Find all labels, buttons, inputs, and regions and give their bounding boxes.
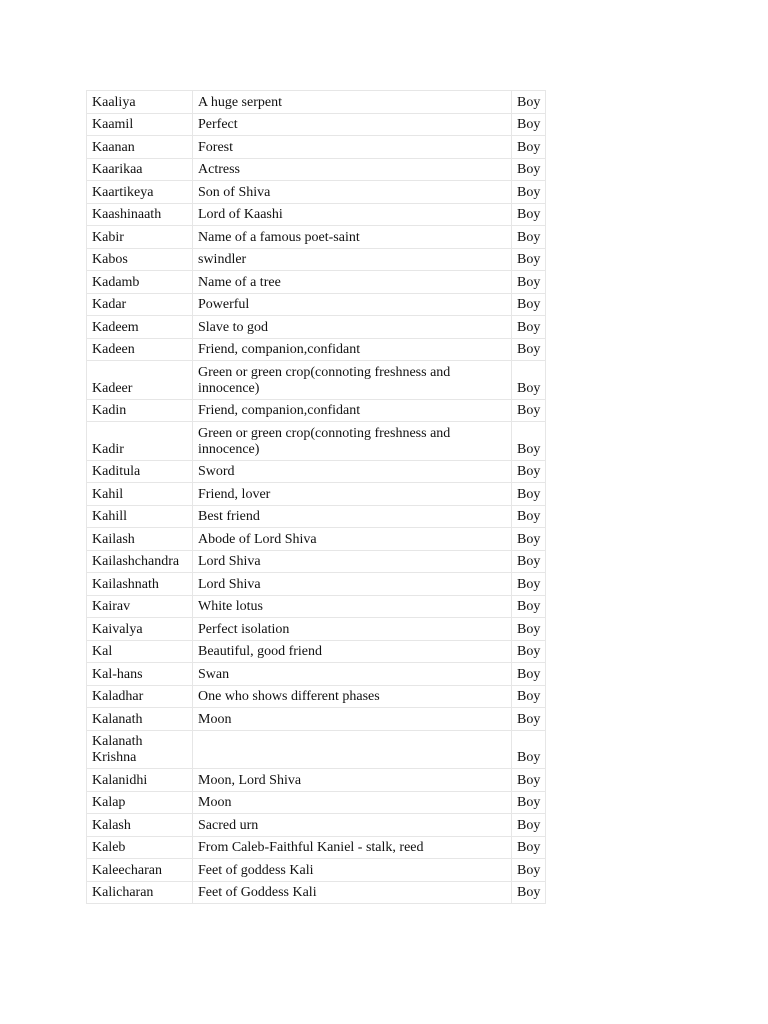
- meaning-cell: Forest: [193, 136, 512, 159]
- meaning-cell: From Caleb-Faithful Kaniel - stalk, reed: [193, 836, 512, 859]
- gender-cell: Boy: [512, 181, 546, 204]
- meaning-cell: Feet of goddess Kali: [193, 859, 512, 882]
- name-cell: Kairav: [87, 595, 193, 618]
- gender-cell: Boy: [512, 859, 546, 882]
- meaning-cell: Friend, lover: [193, 483, 512, 506]
- table-row: [87, 316, 546, 339]
- meaning-cell: Lord Shiva: [193, 573, 512, 596]
- gender-cell: Boy: [512, 248, 546, 271]
- gender-cell: Boy: [512, 708, 546, 731]
- gender-cell: Boy: [512, 113, 546, 136]
- meaning-cell: swindler: [193, 248, 512, 271]
- gender-cell: Boy: [512, 730, 546, 769]
- meaning-cell: Lord Shiva: [193, 550, 512, 573]
- gender-cell: Boy: [512, 881, 546, 904]
- meaning-cell: Swan: [193, 663, 512, 686]
- gender-cell: Boy: [512, 550, 546, 573]
- table-row: [87, 361, 546, 400]
- gender-cell: Boy: [512, 136, 546, 159]
- name-cell: Kailashchandra: [87, 550, 193, 573]
- gender-cell: Boy: [512, 769, 546, 792]
- gender-cell: Boy: [512, 663, 546, 686]
- table-row: [87, 248, 546, 271]
- names-table-body: [87, 91, 546, 904]
- name-cell: Kadar: [87, 293, 193, 316]
- name-cell: Kailash: [87, 528, 193, 551]
- table-row: [87, 460, 546, 483]
- meaning-cell: Name of a famous poet-saint: [193, 226, 512, 249]
- table-row: [87, 505, 546, 528]
- meaning-cell: One who shows different phases: [193, 685, 512, 708]
- names-table: [86, 90, 546, 904]
- gender-cell: Boy: [512, 505, 546, 528]
- gender-cell: Boy: [512, 422, 546, 461]
- meaning-cell: Slave to god: [193, 316, 512, 339]
- table-row: [87, 595, 546, 618]
- name-cell: Kabos: [87, 248, 193, 271]
- table-row: [87, 338, 546, 361]
- meaning-cell: Actress: [193, 158, 512, 181]
- name-cell: Kadeem: [87, 316, 193, 339]
- meaning-cell: Green or green crop(connoting freshness and innocence): [193, 361, 512, 400]
- name-cell: Kadeen: [87, 338, 193, 361]
- gender-cell: Boy: [512, 338, 546, 361]
- table-row: [87, 769, 546, 792]
- name-cell: Kaladhar: [87, 685, 193, 708]
- gender-cell: Boy: [512, 685, 546, 708]
- table-row: [87, 881, 546, 904]
- name-cell: Kadamb: [87, 271, 193, 294]
- meaning-cell: Friend, companion,confidant: [193, 338, 512, 361]
- gender-cell: Boy: [512, 361, 546, 400]
- table-row: [87, 730, 546, 769]
- name-cell: Kaashinaath: [87, 203, 193, 226]
- table-row: [87, 836, 546, 859]
- meaning-cell: Friend, companion,confidant: [193, 399, 512, 422]
- name-cell: Kaleb: [87, 836, 193, 859]
- table-row: [87, 226, 546, 249]
- table-row: [87, 814, 546, 837]
- table-row: [87, 422, 546, 461]
- table-row: [87, 528, 546, 551]
- meaning-cell: White lotus: [193, 595, 512, 618]
- gender-cell: Boy: [512, 158, 546, 181]
- name-cell: Kadeer: [87, 361, 193, 400]
- meaning-cell: A huge serpent: [193, 91, 512, 114]
- name-cell: Kailashnath: [87, 573, 193, 596]
- table-row: [87, 618, 546, 641]
- table-row: [87, 136, 546, 159]
- table-row: [87, 791, 546, 814]
- name-cell: Kaarikaa: [87, 158, 193, 181]
- meaning-cell: Green or green crop(connoting freshness and innocence): [193, 422, 512, 461]
- table-row: [87, 399, 546, 422]
- name-cell: Kalanath Krishna: [87, 730, 193, 769]
- name-cell: Kalash: [87, 814, 193, 837]
- table-row: [87, 640, 546, 663]
- gender-cell: Boy: [512, 836, 546, 859]
- name-cell: Kal-hans: [87, 663, 193, 686]
- name-cell: Kaivalya: [87, 618, 193, 641]
- meaning-cell: [193, 730, 512, 769]
- name-cell: Kaamil: [87, 113, 193, 136]
- meaning-cell: Feet of Goddess Kali: [193, 881, 512, 904]
- gender-cell: Boy: [512, 316, 546, 339]
- meaning-cell: Sacred urn: [193, 814, 512, 837]
- meaning-cell: Abode of Lord Shiva: [193, 528, 512, 551]
- name-cell: Kaartikeya: [87, 181, 193, 204]
- name-cell: Kalanath: [87, 708, 193, 731]
- gender-cell: Boy: [512, 271, 546, 294]
- meaning-cell: Beautiful, good friend: [193, 640, 512, 663]
- gender-cell: Boy: [512, 814, 546, 837]
- meaning-cell: Moon: [193, 708, 512, 731]
- meaning-cell: Best friend: [193, 505, 512, 528]
- meaning-cell: Perfect isolation: [193, 618, 512, 641]
- table-row: [87, 91, 546, 114]
- table-row: [87, 271, 546, 294]
- name-cell: Kal: [87, 640, 193, 663]
- name-cell: Kadir: [87, 422, 193, 461]
- name-cell: Kalicharan: [87, 881, 193, 904]
- meaning-cell: Lord of Kaashi: [193, 203, 512, 226]
- gender-cell: Boy: [512, 460, 546, 483]
- meaning-cell: Moon: [193, 791, 512, 814]
- name-cell: Kaditula: [87, 460, 193, 483]
- table-row: [87, 158, 546, 181]
- name-cell: Kaleecharan: [87, 859, 193, 882]
- table-row: [87, 859, 546, 882]
- meaning-cell: Moon, Lord Shiva: [193, 769, 512, 792]
- gender-cell: Boy: [512, 595, 546, 618]
- table-row: [87, 483, 546, 506]
- gender-cell: Boy: [512, 226, 546, 249]
- name-cell: Kahil: [87, 483, 193, 506]
- gender-cell: Boy: [512, 293, 546, 316]
- table-row: [87, 573, 546, 596]
- gender-cell: Boy: [512, 573, 546, 596]
- gender-cell: Boy: [512, 399, 546, 422]
- table-row: [87, 685, 546, 708]
- table-row: [87, 203, 546, 226]
- name-cell: Kalanidhi: [87, 769, 193, 792]
- meaning-cell: Sword: [193, 460, 512, 483]
- gender-cell: Boy: [512, 791, 546, 814]
- table-row: [87, 708, 546, 731]
- table-row: [87, 113, 546, 136]
- gender-cell: Boy: [512, 483, 546, 506]
- meaning-cell: Name of a tree: [193, 271, 512, 294]
- table-row: [87, 293, 546, 316]
- table-row: [87, 550, 546, 573]
- meaning-cell: Son of Shiva: [193, 181, 512, 204]
- meaning-cell: Powerful: [193, 293, 512, 316]
- name-cell: Kalap: [87, 791, 193, 814]
- name-cell: Kahill: [87, 505, 193, 528]
- gender-cell: Boy: [512, 528, 546, 551]
- gender-cell: Boy: [512, 91, 546, 114]
- meaning-cell: Perfect: [193, 113, 512, 136]
- name-cell: Kabir: [87, 226, 193, 249]
- table-row: [87, 181, 546, 204]
- table-row: [87, 663, 546, 686]
- name-cell: Kaanan: [87, 136, 193, 159]
- gender-cell: Boy: [512, 640, 546, 663]
- gender-cell: Boy: [512, 618, 546, 641]
- name-cell: Kaaliya: [87, 91, 193, 114]
- name-cell: Kadin: [87, 399, 193, 422]
- gender-cell: Boy: [512, 203, 546, 226]
